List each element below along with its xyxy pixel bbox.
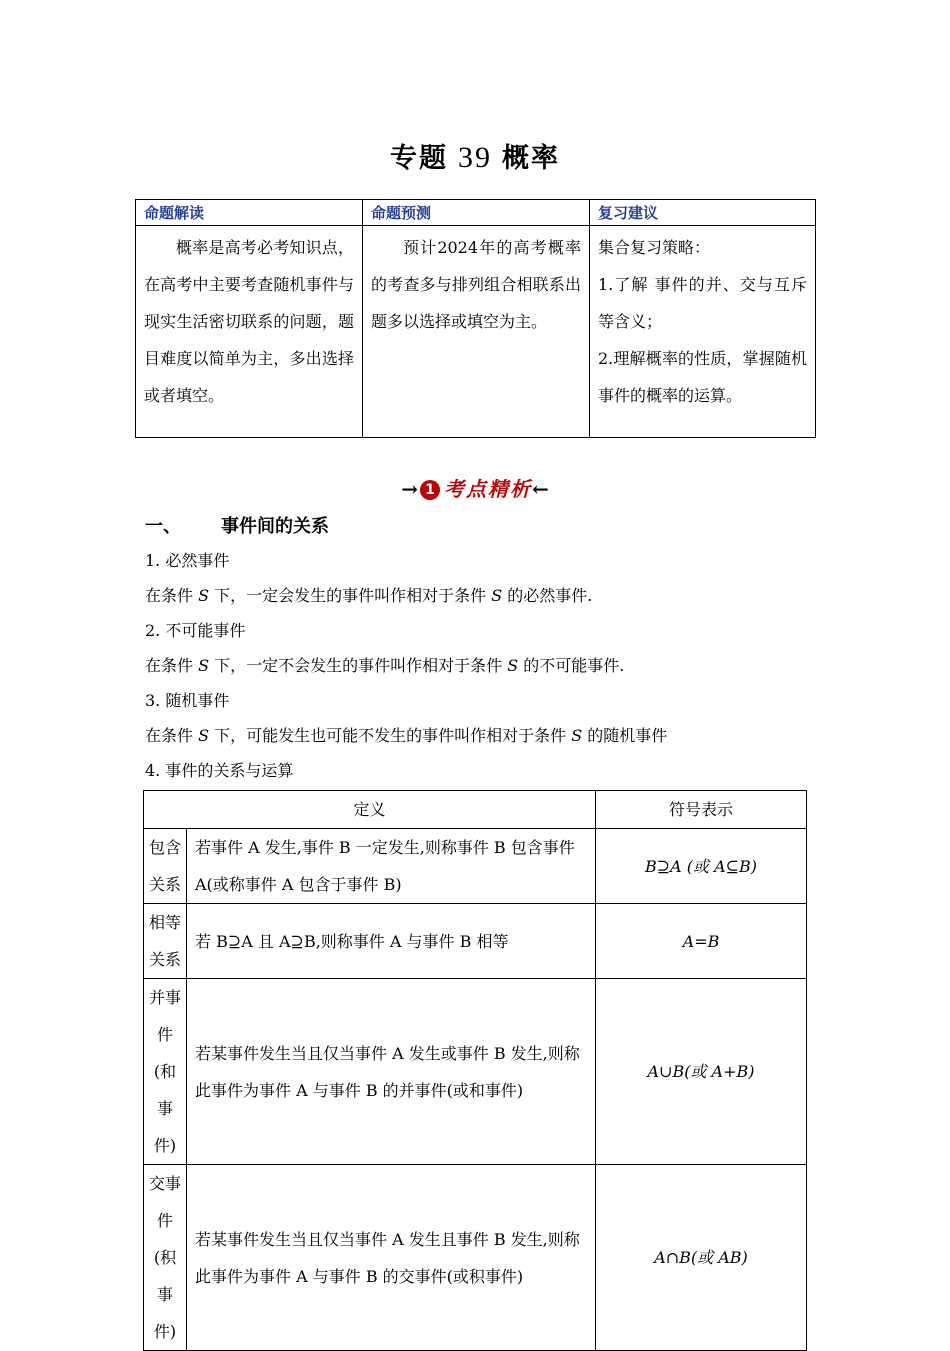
- relations-table: [143, 790, 807, 1351]
- number-badge: 1: [420, 480, 440, 500]
- left-arrow-icon: ←: [532, 477, 549, 501]
- relation-label: 包含关系: [144, 829, 187, 904]
- section-heading: 一、 事件间的关系: [145, 516, 329, 537]
- intro-table: [135, 199, 816, 438]
- right-arrow-icon: →: [401, 477, 418, 501]
- intro-col-3-line: 集合复习策略：: [598, 238, 711, 257]
- item-heading: 3. 随机事件: [145, 691, 230, 710]
- relation-definition: 若某事件发生当且仅当事件 A 发生或事件 B 发生,则称此事件为事件 A 与事件 B 的并事件(或和事件): [187, 979, 596, 1165]
- relation-definition: 若事件 A 发生,事件 B 一定发生,则称事件 B 包含事件 A(或称事件 A 包含于事件 B): [187, 829, 596, 904]
- relation-symbol: A∪B(或 A+B): [596, 979, 807, 1165]
- relation-label: 相等关系: [144, 904, 187, 979]
- intro-col-1: 概率是高考必考知识点，在高考中主要考查随机事件与现实生活密切联系的问题，题目难度以简单为主，多出选择或者填空。: [136, 226, 363, 438]
- intro-col-3: [590, 226, 816, 438]
- item-text: 在条件 S 下，一定不会发生的事件叫作相对于条件 S 的不可能事件.: [145, 656, 625, 675]
- section-banner: [0, 473, 950, 502]
- item-heading: 4. 事件的关系与运算: [145, 761, 294, 780]
- item-heading: 2. 不可能事件: [145, 621, 246, 640]
- item-heading: 1. 必然事件: [145, 551, 230, 570]
- intro-col-2: 预计2024年的高考概率的考查多与排列组合相联系出题多以选择或填空为主。: [363, 226, 590, 438]
- relation-symbol: A∩B(或 AB): [596, 1165, 807, 1351]
- page-title: 专题 39 概率: [390, 141, 560, 174]
- relation-symbol: B⊇A (或 A⊆B): [596, 829, 807, 904]
- header-symbol: 符号表示: [596, 791, 807, 829]
- relation-definition: 若 B⊇A 且 A⊇B,则称事件 A 与事件 B 相等: [187, 904, 596, 979]
- intro-header-1: 命题解读: [136, 200, 363, 226]
- item-text: 在条件 S 下，一定会发生的事件叫作相对于条件 S 的必然事件.: [145, 586, 593, 605]
- relation-label: 并事件(和事件): [144, 979, 187, 1165]
- header-definition: 定义: [144, 791, 596, 829]
- relation-definition: 若某事件发生当且仅当事件 A 发生且事件 B 发生,则称此事件为事件 A 与事件 B 的交事件(或积事件): [187, 1165, 596, 1351]
- relation-label: 交事件(积事件): [144, 1165, 187, 1351]
- intro-col-3-line: 2.理解概率的性质，掌握随机事件的概率的运算。: [598, 349, 807, 405]
- banner-text: 考点精析: [444, 477, 532, 501]
- intro-header-3: 复习建议: [590, 200, 816, 226]
- intro-col-3-line: 1.了解 事件的并、交与互斥等含义；: [598, 275, 807, 331]
- relation-symbol: A=B: [596, 904, 807, 979]
- item-text: 在条件 S 下，可能发生也可能不发生的事件叫作相对于条件 S 的随机事件: [145, 726, 668, 745]
- intro-header-2: 命题预测: [363, 200, 590, 226]
